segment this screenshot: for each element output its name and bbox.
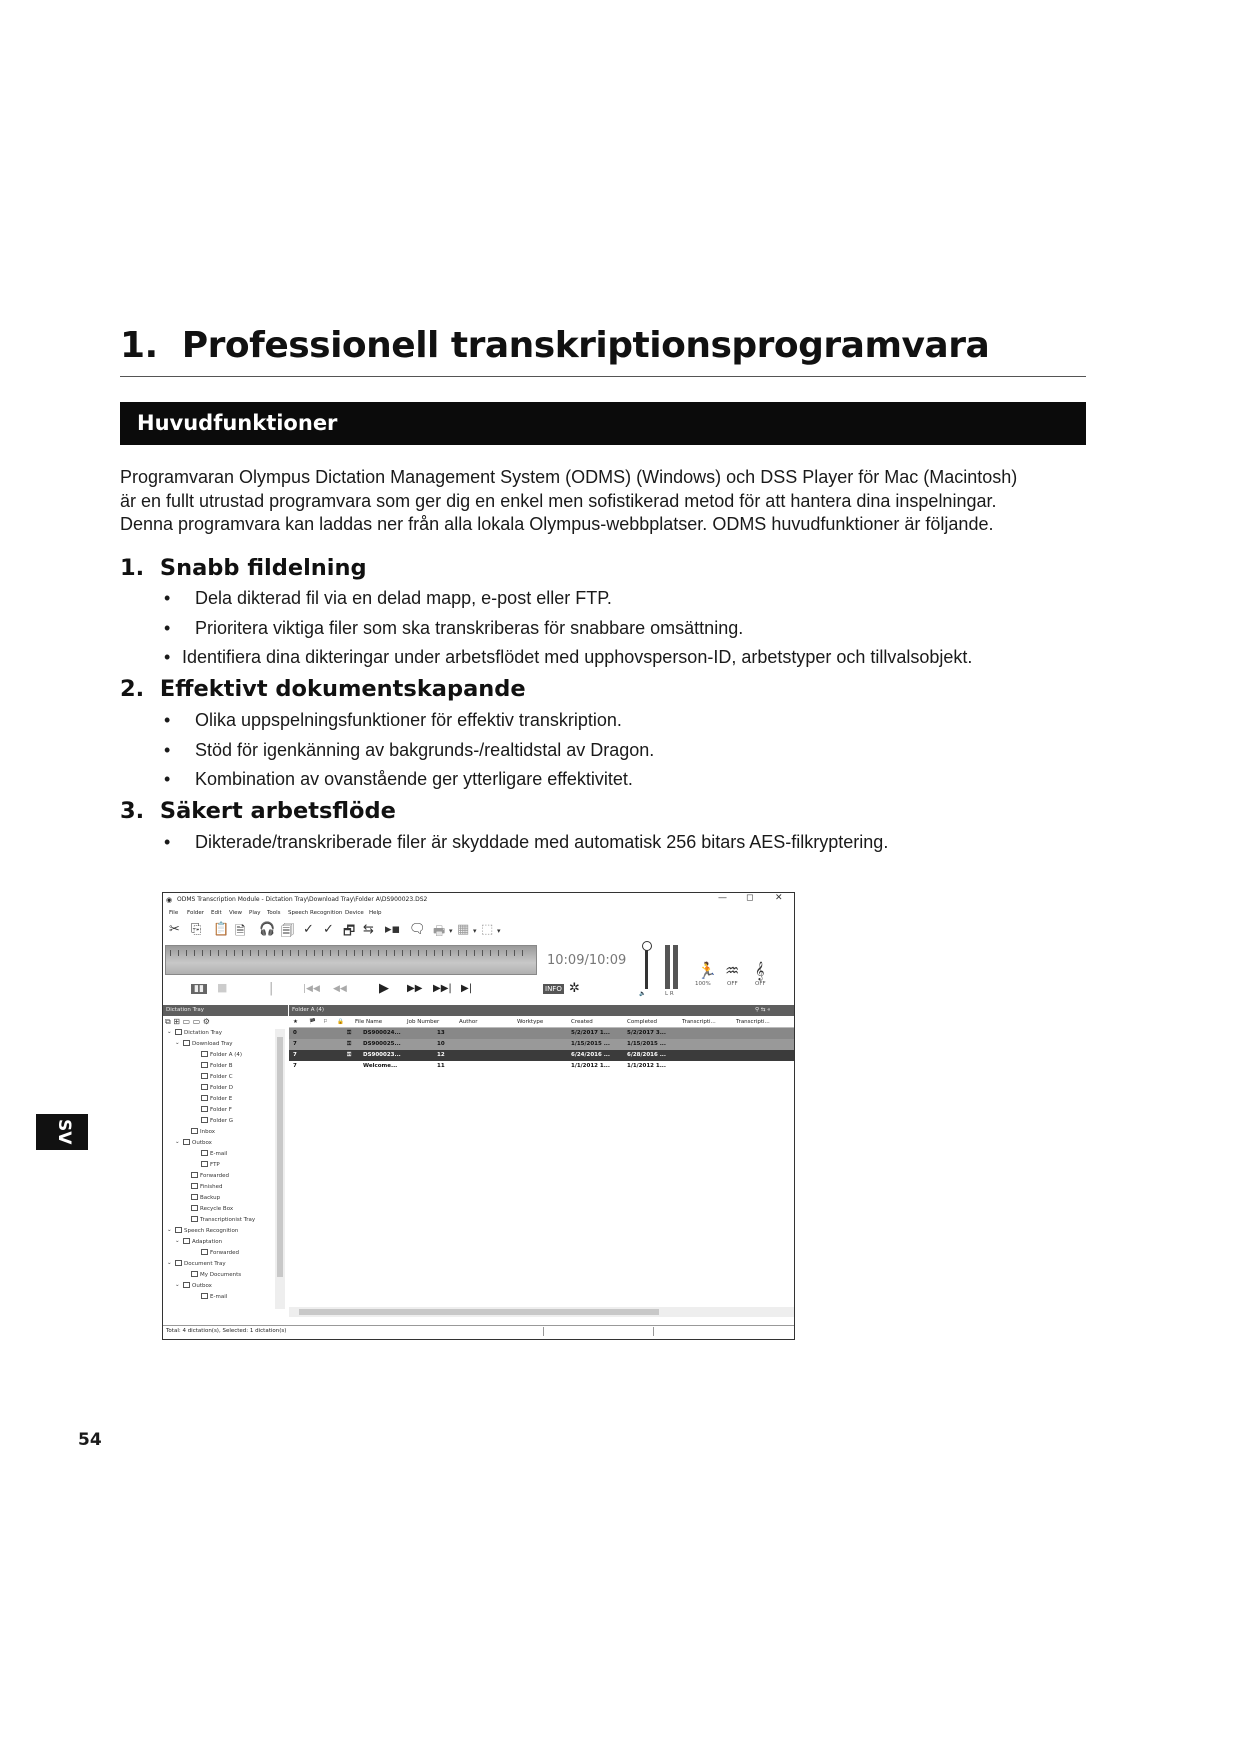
- intro-line: Programvaran Olympus Dictation Management System (ODMS) (Windows) och DSS Player för Mac (Macintosh): [120, 467, 1018, 487]
- tone-value: OFF: [755, 981, 766, 987]
- stop-button[interactable]: ■: [217, 981, 228, 994]
- column-priority[interactable]: ★: [293, 1019, 298, 1025]
- tree-item-selected[interactable]: Folder A (4): [201, 1051, 242, 1062]
- chevron-down-icon[interactable]: ▾: [497, 927, 501, 935]
- headphones-icon[interactable]: 🎧: [259, 922, 276, 937]
- grid-icon[interactable]: ▦: [457, 922, 470, 937]
- folder-pane-icons[interactable]: ⚲ ⇆ «: [755, 1007, 771, 1013]
- list-item-text: Identifiera dina dikteringar under arbetsflödet med upphovsperson-ID, arbetstyper och tillvalsobjekt.: [182, 647, 973, 667]
- tree-scrollbar[interactable]: [275, 1029, 285, 1309]
- playback-panel: [163, 945, 794, 1003]
- timecode-display: 10:09/10:09: [547, 953, 627, 968]
- document-icon[interactable]: 🗎: [235, 924, 246, 939]
- menu-tools[interactable]: Tools: [267, 910, 281, 916]
- status-divider: [653, 1327, 654, 1336]
- tree-item[interactable]: ⌄ Outbox: [175, 1139, 212, 1146]
- menu-device[interactable]: Device: [345, 910, 364, 916]
- folder-pane-title: Folder A (4): [292, 1007, 325, 1013]
- speed-value: 100%: [695, 981, 711, 987]
- tree-item[interactable]: ⌄ Outbox: [175, 1282, 212, 1289]
- column-lock[interactable]: 🔒: [337, 1019, 344, 1025]
- pages-icon[interactable]: 🗐: [281, 924, 294, 939]
- column-file-name[interactable]: File Name: [355, 1019, 383, 1025]
- list-item-text: Prioritera viktiga filer som ska transkriberas för snabbare omsättning.: [195, 617, 744, 638]
- list-item-text: Stöd för igenkänning av bakgrunds-/realtidstal av Dragon.: [195, 739, 655, 760]
- column-author[interactable]: Author: [459, 1019, 478, 1025]
- check-icon[interactable]: ✓: [303, 922, 314, 937]
- column-transcription-2[interactable]: Transcripti...: [736, 1019, 770, 1025]
- menu-file[interactable]: File: [169, 910, 179, 916]
- bullet-icon: •: [164, 588, 171, 608]
- tree-item[interactable]: Inbox: [191, 1128, 215, 1139]
- tree-item[interactable]: ⌄ Document Tray: [167, 1260, 226, 1267]
- tree-item[interactable]: Folder C: [201, 1073, 233, 1084]
- level-meter-left: [665, 945, 670, 989]
- tree-item[interactable]: ⌄ Download Tray: [175, 1040, 233, 1047]
- app-icon: ◉: [166, 896, 173, 904]
- comment-icon[interactable]: 🗨: [409, 922, 426, 937]
- frame-icon[interactable]: ⬚: [481, 922, 494, 937]
- tray-pane-title: Dictation Tray: [166, 1007, 205, 1013]
- tree-item[interactable]: Recycle Box: [191, 1205, 233, 1216]
- bullet-icon: •: [164, 769, 171, 789]
- bullet-icon: •: [164, 739, 171, 760]
- intro-line: är en fullt utrustad programvara som ger dig en enkel men sofistikerad metod för att hantera dina inspelningar.: [120, 490, 997, 511]
- tree-item[interactable]: Folder F: [201, 1106, 232, 1117]
- maximize-button[interactable]: ◻: [746, 893, 754, 903]
- feature-heading-secure-workflow: 3. Säkert arbetsflöde: [120, 798, 396, 824]
- tree-item[interactable]: ⌄ Adaptation: [175, 1238, 223, 1245]
- column-worktype[interactable]: Worktype: [517, 1019, 544, 1025]
- tree-item[interactable]: Forwarded: [191, 1172, 229, 1183]
- table-row-selected[interactable]: 7 ⚿ DS900023... 12 6/24/2016 ... 6/28/2016 ...: [289, 1050, 794, 1061]
- tree-item[interactable]: ⌄ Speech Recognition: [167, 1227, 239, 1234]
- tree-item[interactable]: Folder D: [201, 1084, 233, 1095]
- noise-cancel-value: OFF: [727, 981, 738, 987]
- column-job-number[interactable]: Job Number: [407, 1019, 440, 1025]
- next-button[interactable]: ▶|: [461, 983, 473, 994]
- divider-icon: |: [269, 981, 274, 996]
- tree-item[interactable]: Folder B: [201, 1062, 233, 1073]
- intro-line: Denna programvara kan laddas ner från alla lokala Olympus-webbplatser. ODMS huvudfunktioner är följande.: [120, 514, 994, 534]
- table-row[interactable]: 7 ⚿ DS900025... 10 1/15/2015 ... 1/15/2015 ...: [289, 1039, 794, 1050]
- language-code: SV: [54, 1119, 74, 1145]
- language-tab: [36, 1114, 88, 1150]
- tree-item[interactable]: Folder G: [201, 1117, 233, 1128]
- transport-controls: [163, 979, 638, 1001]
- column-status[interactable]: ⚐: [323, 1019, 328, 1025]
- bullet-icon: •: [164, 832, 171, 852]
- menu-view[interactable]: View: [229, 910, 243, 916]
- chevron-down-icon[interactable]: ▾: [473, 927, 477, 935]
- paste-icon[interactable]: 📋: [213, 922, 230, 937]
- column-headers: [289, 1017, 794, 1028]
- tree-item[interactable]: Folder E: [201, 1095, 232, 1106]
- transfer-icon[interactable]: ⇆: [363, 922, 374, 937]
- tree-item[interactable]: ⌄ Dictation Tray: [167, 1029, 223, 1036]
- menu-help[interactable]: Help: [369, 910, 382, 916]
- pause-button[interactable]: ▮▮: [191, 984, 207, 994]
- timeline-ticks: [170, 950, 530, 956]
- window-icon[interactable]: 🗗: [343, 924, 356, 939]
- rewind-button[interactable]: ◀◀: [333, 984, 347, 994]
- column-flag[interactable]: 🏴: [309, 1019, 316, 1025]
- volume-icon: 🔈: [639, 991, 646, 997]
- level-meter-label: L R: [665, 991, 674, 997]
- play-button[interactable]: ▶: [379, 981, 389, 996]
- menu-play[interactable]: Play: [249, 910, 261, 916]
- list-item-text: Dikterade/transkriberade filer är skyddade med automatisk 256 bitars AES-filkryptering.: [195, 832, 889, 852]
- menu-folder[interactable]: Folder: [187, 910, 204, 916]
- tree-item[interactable]: Transcriptionist Tray: [191, 1216, 255, 1227]
- column-completed[interactable]: Completed: [627, 1019, 657, 1025]
- tray-tree-pane: [163, 1005, 288, 1321]
- list-item-text: Olika uppspelningsfunktioner för effektiv transkription.: [195, 710, 622, 730]
- list-scrollbar[interactable]: [289, 1307, 794, 1317]
- noise-cancel-icon[interactable]: ♒: [725, 961, 740, 980]
- level-meter-right: [673, 945, 678, 989]
- feature-heading-document-creation: 2. Effektivt dokumentskapande: [120, 676, 526, 702]
- tree-item[interactable]: E-mail: [201, 1293, 227, 1304]
- section-bar: [120, 402, 1086, 445]
- tree-item[interactable]: Finished: [191, 1183, 223, 1194]
- feature-heading-file-sharing: 1. Snabb fildelning: [120, 555, 367, 581]
- bullet-icon: •: [164, 710, 171, 730]
- status-divider: [543, 1327, 544, 1336]
- tree-item[interactable]: My Documents: [191, 1271, 241, 1282]
- tree-item[interactable]: E-mail: [201, 1150, 227, 1161]
- cut-icon[interactable]: ✂: [169, 922, 180, 937]
- tree-toolbar: [163, 1017, 288, 1028]
- speed-icon[interactable]: 🏃: [697, 961, 717, 980]
- column-transcription-1[interactable]: Transcripti...: [682, 1019, 716, 1025]
- dictation-list-pane: [289, 1005, 794, 1321]
- window-titlebar: [163, 893, 794, 907]
- close-button[interactable]: ✕: [775, 893, 783, 903]
- tree-item[interactable]: Forwarded: [201, 1249, 239, 1260]
- tree-tool-icons[interactable]: ⧉ ⊞ ▭ ▭ ⚙: [165, 1017, 210, 1026]
- title-rule: [120, 376, 1086, 377]
- status-bar: [163, 1325, 794, 1337]
- menu-bar: [163, 907, 794, 919]
- bullet-icon: •: [164, 647, 171, 667]
- status-text: Total: 4 dictation(s), Selected: 1 dictation(s): [166, 1328, 287, 1334]
- check-all-icon[interactable]: ✓: [323, 922, 334, 937]
- position-slider[interactable]: [165, 945, 537, 975]
- copy-icon[interactable]: ⎘: [191, 922, 202, 937]
- tray-pane-header: [163, 1005, 288, 1016]
- fast-forward-button[interactable]: ▶▶: [407, 983, 423, 994]
- tree-item[interactable]: Backup: [191, 1194, 220, 1205]
- menu-speech-recognition[interactable]: Speech Recognition: [288, 910, 343, 916]
- volume-slider[interactable]: [645, 945, 648, 989]
- list-item-text: Kombination av ovanstående ger ytterligare effektivitet.: [195, 769, 633, 789]
- column-created[interactable]: Created: [571, 1019, 593, 1025]
- menu-edit[interactable]: Edit: [211, 910, 222, 916]
- play-stop-icon[interactable]: ▸▪: [385, 922, 401, 937]
- table-row[interactable]: 7 Welcome... 11 1/1/2012 1... 1/1/2012 1...: [289, 1061, 794, 1072]
- folder-pane-header: [289, 1005, 794, 1016]
- table-row[interactable]: 0 ⚿ DS900024... 13 5/2/2017 1... 5/2/2017 3...: [289, 1028, 794, 1039]
- section-title: Huvudfunktioner: [137, 411, 338, 435]
- page-number: 54: [78, 1430, 102, 1450]
- info-button[interactable]: INFO: [545, 985, 562, 993]
- minimize-button[interactable]: —: [718, 893, 727, 903]
- chevron-down-icon[interactable]: ▾: [449, 927, 453, 935]
- chapter-title: 1. Professionell transkriptionsprogramvara: [120, 325, 990, 366]
- bullet-icon: •: [164, 617, 171, 638]
- tree-item[interactable]: FTP: [201, 1161, 220, 1172]
- settings-icon[interactable]: ✲: [569, 981, 580, 996]
- skip-end-button[interactable]: ▶▶|: [433, 983, 452, 994]
- print-icon[interactable]: 🖶: [433, 924, 446, 939]
- skip-start-button[interactable]: |◀◀: [303, 984, 320, 994]
- list-item-text: Dela dikterad fil via en delad mapp, e-post eller FTP.: [195, 588, 612, 608]
- window-title: ODMS Transcription Module - Dictation Tray\Download Tray\Folder A\DS900023.DS2: [177, 896, 428, 903]
- tone-icon[interactable]: 𝄞: [755, 961, 765, 980]
- main-toolbar: [163, 919, 794, 941]
- odms-screenshot: [162, 892, 795, 1340]
- intro-paragraph: [120, 466, 1086, 537]
